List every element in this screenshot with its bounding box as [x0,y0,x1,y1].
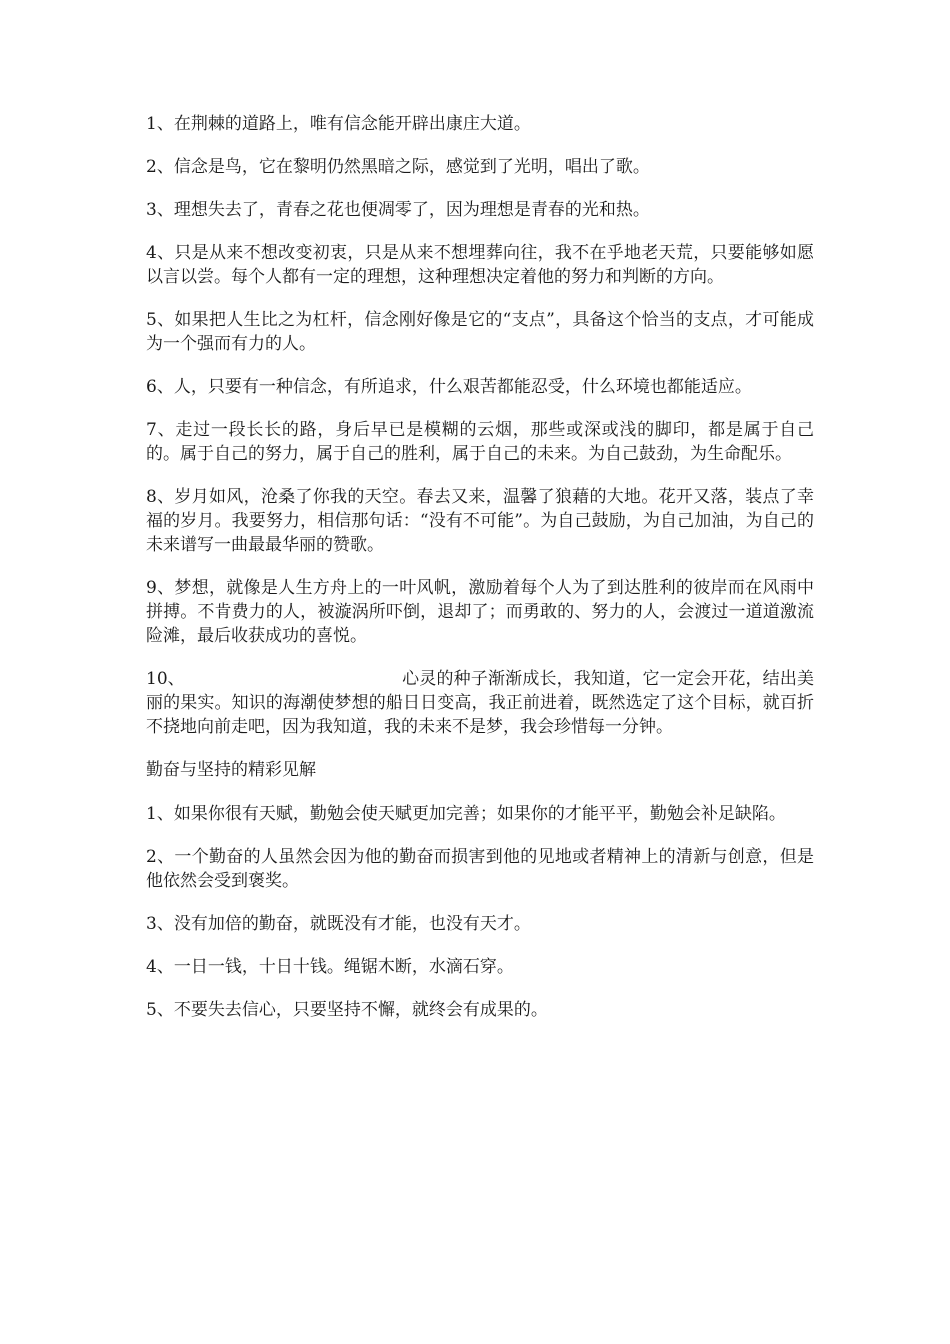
quote-item-10 [146,667,814,739]
quote-item: 5、如果把人生比之为杠杆，信念刚好像是它的“支点”，具备这个恰当的支点，才可能成为一个强而有力的人。 [146,310,814,354]
quote-item-number: 10、 [146,669,185,689]
quote-item-text: 心灵的种子渐渐成长，我知道，它一定会开花，结出美丽的果实。知识的海潮使梦想的船日日变高，我正前进着，既然选定了这个目标，就百折不挠地向前走吧，因为我知道，我的未来不是梦，我会珍惜每一分钟。 [146,669,814,737]
quote-item: 5、不要失去信心，只要坚持不懈，就终会有成果的。 [146,1000,548,1020]
quote-item: 6、人，只要有一种信念，有所追求，什么艰苦都能忍受，什么环境也都能适应。 [146,377,752,397]
quote-item: 2、信念是鸟，它在黎明仍然黑暗之际，感觉到了光明，唱出了歌。 [146,157,650,177]
quote-item: 4、只是从来不想改变初衷，只是从来不想埋葬向往，我不在乎地老天荒，只要能够如愿以言以尝。每个人都有一定的理想，这种理想决定着他的努力和判断的方向。 [146,243,814,287]
quote-item: 4、一日一钱，十日十钱。绳锯木断，水滴石穿。 [146,957,514,977]
quote-item: 9、梦想，就像是人生方舟上的一叶风帆，激励着每个人为了到达胜利的彼岸而在风雨中拼搏。不肯费力的人，被漩涡所吓倒，退却了；而勇敢的、努力的人，会渡过一道道激流险滩，最后收获成功的喜悦。 [146,578,814,646]
quote-item: 1、在荆棘的道路上，唯有信念能开辟出康庄大道。 [146,114,531,134]
quote-item: 3、理想失去了，青春之花也便凋零了，因为理想是青春的光和热。 [146,200,650,220]
quote-item: 2、一个勤奋的人虽然会因为他的勤奋而损害到他的见地或者精神上的清新与创意，但是他依然会受到褒奖。 [146,847,814,891]
quote-item: 1、如果你很有天赋，勤勉会使天赋更加完善；如果你的才能平平，勤勉会补足缺陷。 [146,804,786,824]
quote-item: 3、没有加倍的勤奋，就既没有才能，也没有天才。 [146,914,531,934]
quote-item: 8、岁月如风，沧桑了你我的天空。春去又来，温馨了狼藉的大地。花开又落，装点了幸福的岁月。我要努力，相信那句话：“没有不可能”。为自己鼓励，为自己加油，为自己的未来谱写一曲最最华丽的赞歌。 [146,487,814,555]
quote-item: 7、走过一段长长的路，身后早已是模糊的云烟，那些或深或浅的脚印，都是属于自己的。属于自己的努力，属于自己的胜利，属于自己的未来。为自己鼓劲，为生命配乐。 [146,420,814,464]
section-heading: 勤奋与坚持的精彩见解 [146,760,316,780]
document-body [146,112,814,1041]
